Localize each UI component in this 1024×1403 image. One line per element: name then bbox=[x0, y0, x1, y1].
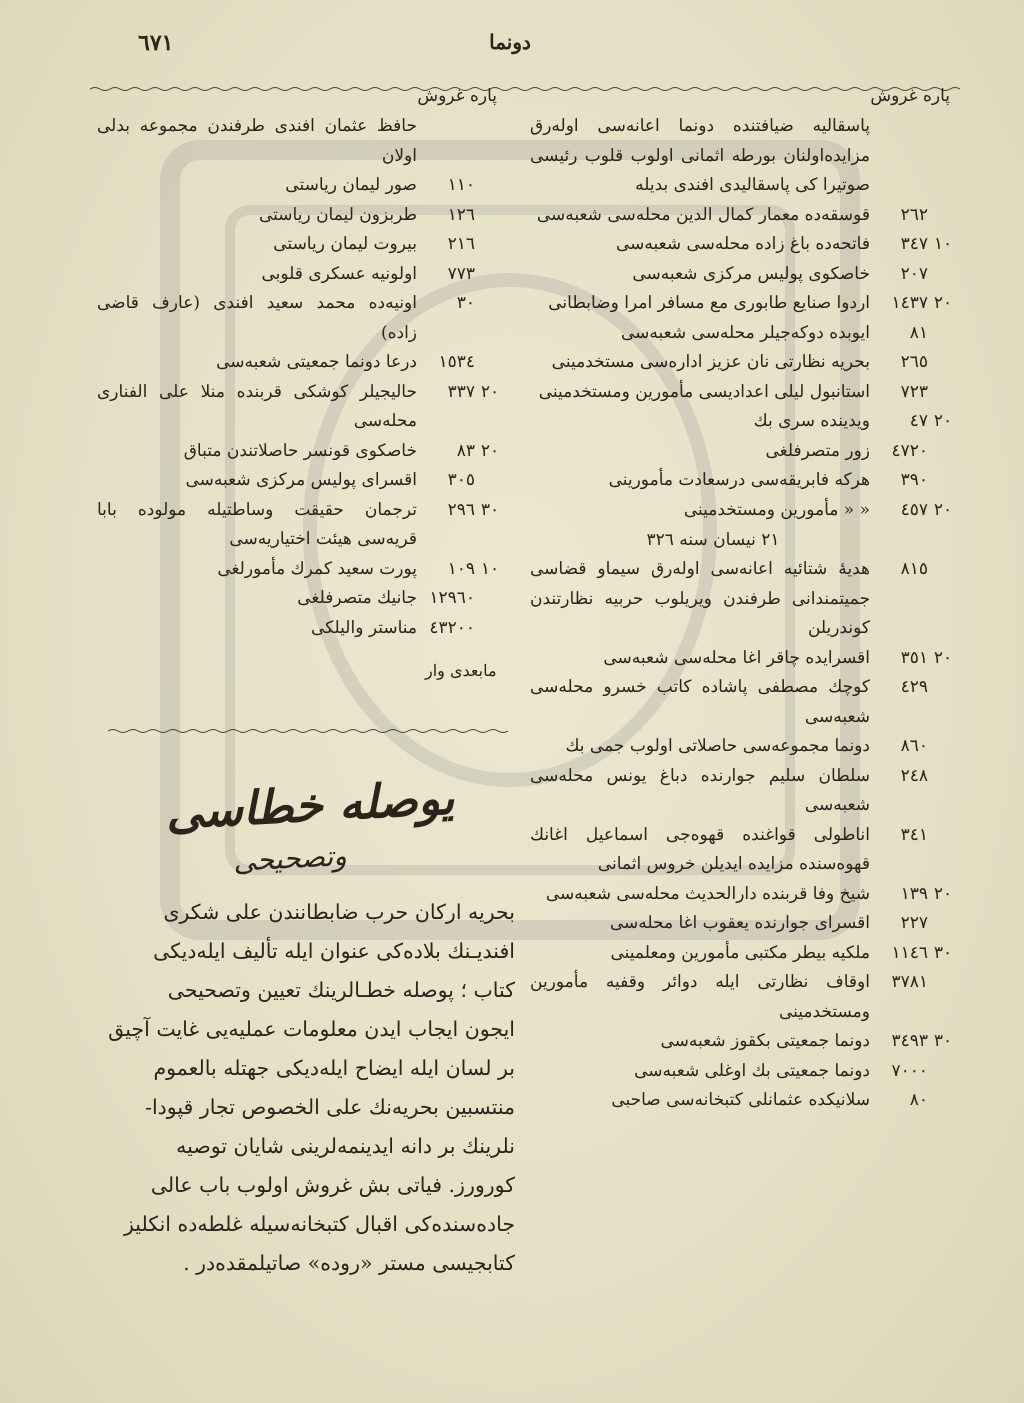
entry-row bbox=[95, 555, 505, 585]
entry-row bbox=[528, 673, 958, 732]
left-column bbox=[95, 80, 505, 691]
entry-row bbox=[95, 348, 505, 378]
errata-line: منتسبين بحريه‌نك على الخصوص تجار قپودا- bbox=[145, 1095, 515, 1119]
entry-description: هديهٔ شتائيه اعانه‌سی اوله‌رق سيماو قضاسی جميتمندانی طرفندن ويريلوب حربيه نظارتندن کوندريلن bbox=[530, 559, 870, 638]
grosh-value: ١٥٣٤ bbox=[438, 352, 475, 372]
entry-description: ويدينده سری بك bbox=[753, 411, 870, 431]
entry-description: ترجمان حقيقت وساطتيله مولوده بابا قريه‌سی هيئت اختياريه‌سی bbox=[97, 499, 417, 549]
entry-description: خاصکوی پوليس مرکزی شعبه‌سی bbox=[632, 263, 870, 284]
grosh-value: ٣٣٧ bbox=[447, 381, 475, 402]
grosh-value: ٧٢٣ bbox=[900, 381, 928, 402]
entry-description: « « مأمورين ومستخدمينی bbox=[683, 499, 870, 520]
grosh-value: ٢٢٧ bbox=[900, 913, 928, 933]
grosh-value: ٣٤٧ bbox=[900, 234, 928, 254]
entry-row bbox=[528, 1086, 958, 1116]
para-value: ٢٠ bbox=[480, 440, 500, 461]
entry-row bbox=[95, 260, 505, 290]
entry-description: دونما مجموعه‌سی حاصلاتی اولوب جمی بك bbox=[565, 736, 870, 756]
grosh-value: ٤٥٧ bbox=[900, 499, 928, 520]
errata-body bbox=[95, 893, 515, 1283]
grosh-value: ٨٣ bbox=[456, 440, 475, 461]
entry-description: اولونيه عسکری قلوبی bbox=[261, 263, 417, 284]
entry-row bbox=[95, 289, 505, 348]
section-divider bbox=[108, 728, 508, 734]
right-entries-list bbox=[528, 112, 958, 525]
entry-row bbox=[528, 968, 958, 1027]
errata-line: کورورز. فياتی بش غروش اولوب باب عالی bbox=[150, 1173, 515, 1197]
entry-description: حافظ عثمان افندی طرفندن مجموعه بدلی اولان bbox=[97, 116, 417, 166]
right-entries-list-2 bbox=[528, 555, 958, 1116]
grosh-value: ٣٤٩٣ bbox=[891, 1031, 928, 1051]
grosh-value: ٨٦٠ bbox=[900, 736, 928, 756]
errata-line: کتاب ؛ پوصله خطـالرينك تعيين وتصحيحی bbox=[167, 978, 515, 1002]
entry-description: اردوا صنايع طابوری مع مسافر امرا وضابطانی bbox=[548, 293, 870, 313]
entry-row bbox=[528, 260, 958, 290]
entry-row bbox=[95, 230, 505, 260]
grosh-value: ١٠٩ bbox=[447, 558, 475, 579]
entry-row bbox=[528, 1027, 958, 1057]
entry-description: خاصکوی قونسر حاصلاتندن متباق bbox=[183, 440, 417, 461]
entry-description: حاليجيلر کوشکی قربنده منلا على الفنارى محله‌سی bbox=[97, 381, 417, 431]
entry-row bbox=[528, 496, 958, 526]
para-value: ٣٠ bbox=[480, 499, 500, 520]
grosh-value: ٢٤٨ bbox=[900, 765, 928, 786]
entry-description: اونيه‌ده محمد سعيد افندی (عارف قاضی زاده) bbox=[97, 293, 417, 343]
entry-row bbox=[528, 555, 958, 644]
entry-row bbox=[95, 171, 505, 201]
grosh-value: ٢١٦ bbox=[447, 234, 475, 254]
entry-description: ايوبده دوکه‌جيلر محله‌سی شعبه‌سی bbox=[621, 322, 870, 343]
grosh-value: ١٣٩ bbox=[900, 883, 928, 904]
entry-description: جانيك متصرفلغی bbox=[297, 588, 417, 608]
para-value: ٢٠ bbox=[933, 883, 953, 904]
grosh-value: ٢٦٥ bbox=[900, 352, 928, 372]
entry-description: درعا دونما جمعيتی شعبه‌سی bbox=[216, 352, 417, 372]
errata-line: افنديـنك بلاده‌کی عنوان ايله تأليف ايله‌ديکی bbox=[153, 939, 515, 963]
errata-line: بر لسان ايله ايضاح ايله‌ديکی جهتله بالعموم bbox=[153, 1056, 515, 1080]
para-value: ٢٠ bbox=[933, 411, 953, 431]
errata-line: نلرينك بر دانه ايدينمه‌لرينی شايان توصيه bbox=[176, 1134, 515, 1158]
para-value: ١٠ bbox=[480, 558, 500, 579]
grosh-value: ٣٥١ bbox=[900, 647, 928, 668]
entry-description: طربزون ليمان رياستی bbox=[259, 204, 417, 225]
grosh-value: ٧٧٣ bbox=[447, 263, 475, 284]
entry-row bbox=[528, 880, 958, 910]
entry-row bbox=[528, 909, 958, 939]
entry-description: اقسرای پوليس مرکزی شعبه‌سی bbox=[185, 470, 417, 490]
grosh-value: ١١٠ bbox=[447, 175, 475, 195]
grosh-value: ١٢٦ bbox=[447, 204, 475, 225]
entry-description: سلطان سليم جوارنده دباغ يونس محله‌سی شعبه‌سی bbox=[530, 765, 870, 815]
entry-row bbox=[528, 762, 958, 821]
para-value: ٢٠ bbox=[933, 293, 953, 313]
grosh-value: ٣٤١ bbox=[900, 824, 928, 845]
entry-description: شيخ وفا قربنده دارالحديث محله‌سی شعبه‌سی bbox=[545, 883, 870, 904]
errata-line: بحريه ارکان حرب ضابطانندن على شکری bbox=[163, 900, 515, 924]
grosh-value: ٣٩٠ bbox=[900, 470, 928, 490]
entry-row bbox=[528, 732, 958, 762]
entry-description: ملکيه بيطر مکتبی مأمورين ومعلمينی bbox=[610, 942, 870, 963]
entry-row bbox=[95, 496, 505, 555]
errata-subtitle: وتصحيحی bbox=[232, 839, 348, 878]
errata-title: يوصله خطاسی bbox=[164, 770, 456, 840]
entry-description: پورت سعيد کمرك مأمورلغی bbox=[217, 558, 417, 579]
entry-description: زور متصرفلغی bbox=[765, 440, 870, 461]
grosh-value: ٧٠٠٠ bbox=[891, 1060, 928, 1081]
grosh-value: ٤٧٢٠ bbox=[891, 440, 928, 461]
para-value: ٣٠ bbox=[933, 1031, 953, 1051]
entry-description: هرکه فابريقه‌سی درسعادت مأمورينی bbox=[608, 470, 870, 490]
grosh-value: ٨١ bbox=[909, 322, 928, 343]
errata-line: ايجون ايجاب ايدن معلومات عمليه‌يی غايت آچيق bbox=[108, 1017, 515, 1041]
left-column-header: پاره غروش bbox=[417, 86, 497, 106]
para-value: ٣٠ bbox=[933, 942, 953, 963]
entry-row bbox=[528, 112, 958, 201]
grosh-value: ٤٣٢٠٠ bbox=[429, 617, 475, 638]
para-value: ١٠ bbox=[933, 234, 953, 254]
para-value: ٢٠ bbox=[480, 381, 500, 402]
entry-row bbox=[528, 466, 958, 496]
entry-row bbox=[95, 112, 505, 171]
entry-description: اقسرای جوارنده يعقوب اغا محله‌سی bbox=[609, 913, 870, 933]
entry-row bbox=[528, 378, 958, 408]
entry-description: کوچك مصطفی پاشاده کاتب خسرو محله‌سی شعبه‌سی bbox=[530, 677, 870, 727]
para-value: ٢٠ bbox=[933, 499, 953, 520]
entry-description: پاسقاليه ضيافتنده دونما اعانه‌سی اوله‌رق مزايده‌اولنان بورطه اثمانی اولوب قلوب رئیسی صوتيرا کی پاسقاليدی افندی بدیله bbox=[530, 116, 870, 195]
grosh-value: ١٢٩٦٠ bbox=[429, 588, 475, 608]
entry-description: بيروت ليمان رياستی bbox=[273, 234, 417, 254]
entry-row bbox=[528, 644, 958, 674]
entry-row bbox=[528, 230, 958, 260]
grosh-value: ٢٩٦ bbox=[447, 499, 475, 520]
entry-description: بحريه نظارتی نان عزيز اداره‌سی مستخدمينی bbox=[551, 352, 870, 372]
grosh-value: ٨٠ bbox=[909, 1090, 928, 1110]
grosh-value: ١١٤٦ bbox=[891, 942, 928, 963]
entry-description: فاتحه‌ده باغ زاده محله‌سی شعبه‌سی bbox=[615, 234, 870, 254]
entry-row bbox=[95, 584, 505, 614]
date-line: ٢١ نيسان سنه ٣٢٦ bbox=[646, 530, 780, 550]
entry-description: قوسقه‌ده معمار کمال الدين محله‌سی شعبه‌سی bbox=[536, 204, 870, 225]
grosh-value: ٨١٥ bbox=[900, 559, 928, 579]
errata-line: کتابجيسی مستر «روده» صاتيلمقده‌در . bbox=[183, 1251, 515, 1275]
grosh-value: ٣٠٥ bbox=[447, 470, 475, 490]
page-header bbox=[0, 22, 1024, 72]
entry-row bbox=[528, 201, 958, 231]
entry-description: اناطولی قواغنده قهوه‌جی اسماعيل اغانك قهوه‌سنده مزايده ايديلن خروس اثمانی bbox=[530, 824, 870, 874]
errata-line: جاده‌سنده‌کی اقبال کتبخانه‌سيله غلطه‌ده انکليز bbox=[123, 1212, 515, 1236]
entry-description: اوقاف نظارتی ايله دوائر وقفيه مأمورين ومستخدمينی bbox=[530, 972, 870, 1022]
entry-description: صور ليمان رياستی bbox=[285, 175, 417, 195]
para-value: ٢٠ bbox=[933, 647, 953, 668]
page-number: ٦٧١ bbox=[138, 30, 174, 56]
entry-row bbox=[528, 939, 958, 969]
grosh-value: ٣٧٨١ bbox=[891, 972, 928, 992]
entry-row bbox=[95, 378, 505, 437]
right-column-header: پاره غروش bbox=[870, 86, 950, 106]
entry-description: دونما جمعيتی بکقوز شعبه‌سی bbox=[660, 1031, 870, 1051]
running-title: دونما bbox=[489, 30, 531, 54]
entry-row bbox=[95, 201, 505, 231]
left-entries-list bbox=[95, 112, 505, 643]
entry-row bbox=[95, 614, 505, 644]
entry-description: استانبول ليلی اعداديسی مأمورين ومستخدمينی bbox=[538, 381, 870, 402]
continuation-note: مابعدی وار bbox=[425, 661, 497, 680]
entry-row bbox=[95, 437, 505, 467]
entry-description: دونما جمعيتی بك اوغلی شعبه‌سی bbox=[634, 1060, 870, 1081]
entry-row bbox=[95, 466, 505, 496]
grosh-value: ١٤٣٧ bbox=[891, 293, 928, 313]
right-column bbox=[528, 80, 958, 1116]
grosh-value: ٢٦٢ bbox=[900, 204, 928, 225]
entry-description: اقسرايده چاقر اغا محله‌سی شعبه‌سی bbox=[603, 647, 870, 668]
entry-row bbox=[528, 319, 958, 349]
grosh-value: ٣٠ bbox=[456, 293, 475, 313]
entry-row bbox=[528, 289, 958, 319]
entry-row bbox=[528, 348, 958, 378]
entry-row bbox=[528, 437, 958, 467]
entry-row bbox=[528, 1057, 958, 1087]
grosh-value: ٤٧ bbox=[909, 411, 928, 431]
entry-description: مناستر واليلکی bbox=[310, 617, 417, 638]
entry-description: سلانيکده عثمانلی کتبخانه‌سی صاحبی bbox=[611, 1090, 870, 1110]
grosh-value: ٤٢٩ bbox=[900, 677, 928, 697]
entry-row bbox=[528, 821, 958, 880]
entry-row bbox=[528, 407, 958, 437]
grosh-value: ٢٠٧ bbox=[900, 263, 928, 284]
